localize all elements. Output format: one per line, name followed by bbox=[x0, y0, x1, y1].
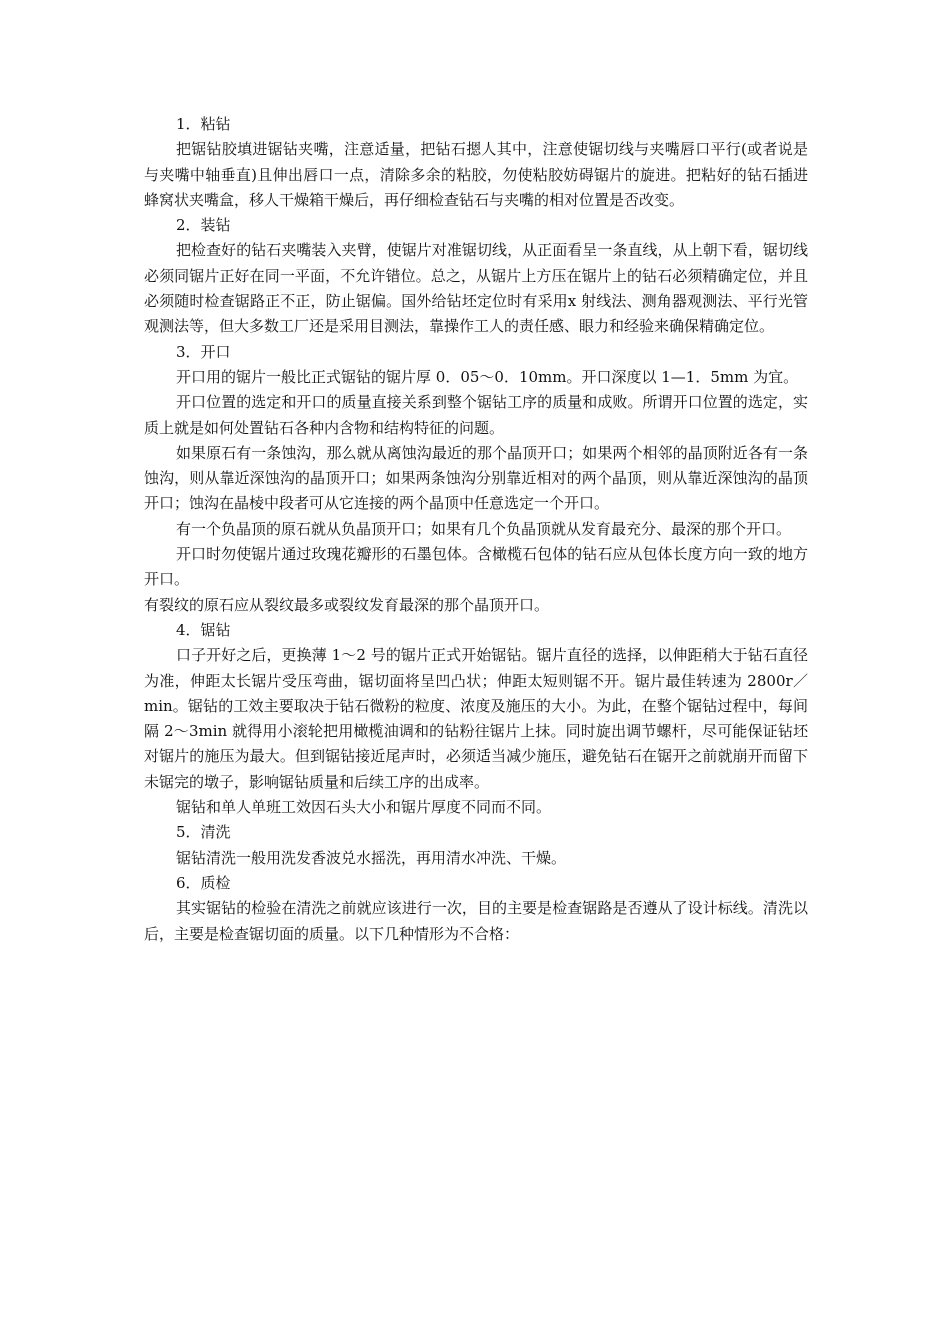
section-heading: 6．质检 bbox=[176, 873, 231, 892]
paragraph: 锯钻和单人单班工效因石头大小和锯片厚度不同而不同。 bbox=[176, 798, 552, 817]
paragraph: 如果原石有一条蚀沟，那么就从离蚀沟最近的那个晶顶开口；如果两个相邻的晶顶附近各有一条蚀沟，则从靠近深蚀沟的晶顶开口；如果两条蚀沟分别靠近相对的两个晶顶，则从靠近深蚀沟的晶顶开口；蚀沟在晶棱中段者可从它连接的两个晶顶中任意选定一个开口。 bbox=[144, 443, 808, 513]
paragraph: 开口位置的选定和开口的质量直接关系到整个锯钻工序的质量和成败。所谓开口位置的选定，实质上就是如何处置钻石各种内含物和结构特征的问题。 bbox=[144, 393, 808, 437]
paragraph: 把锯钻胶填进锯钻夹嘴，注意适量，把钻石摁人其中，注意使锯切线与夹嘴唇口平行(或者说是与夹嘴中轴垂直)且伸出唇口一点，清除多余的粘胶，勿使粘胶妨碍锯片的旋进。把粘好的钻石插进蜂窝状夹嘴盒，移人干燥箱干燥后，再仔细检查钻石与夹嘴的相对位置是否改变。 bbox=[144, 140, 808, 209]
section-heading: 4．锯钻 bbox=[176, 620, 231, 639]
paragraph: 把检查好的钻石夹嘴装入夹臂，使锯片对准锯切线，从正面看呈一条直线，从上朝下看，锯切线必须同锯片正好在同一平面，不允许错位。总之，从锯片上方压在锯片上的钻石必须精确定位，并且必须随时检查锯路正不正，防止锯偏。国外给钻坯定位时有采用x 射线法、测角器观测法、平行光管观测法等，但大多数工厂还是采用目测法，靠操作工人的责任感、眼力和经验来确保精确定位。 bbox=[144, 241, 808, 336]
section-heading: 2．装钻 bbox=[176, 216, 231, 235]
section-heading: 3．开口 bbox=[176, 342, 231, 361]
document-body bbox=[144, 112, 808, 947]
paragraph: 有一个负晶顶的原石就从负晶顶开口；如果有几个负晶顶就从发育最充分、最深的那个开口。 bbox=[176, 519, 792, 538]
paragraph: 锯钻清洗一般用洗发香波兑水摇洗，再用清水冲洗、干燥。 bbox=[176, 848, 567, 867]
paragraph-unindented: 有裂纹的原石应从裂纹最多或裂纹发育最深的那个晶顶开口。 bbox=[144, 595, 550, 614]
section-heading: 5．清洗 bbox=[176, 823, 231, 842]
paragraph: 口子开好之后，更换薄 1～2 号的锯片正式开始锯钻。锯片直径的选择，以伸距稍大于钻石直径为准，伸距太长锯片受压弯曲，锯切面将呈凹凸状；伸距太短则锯不开。锯片最佳转速为 2800r／min。锯钻的工效主要取决于钻石微粉的粒度、浓度及施压的大小。为此，在整个锯钻过程中，每间隔 2～3min 就得用小滚轮把用橄榄油调和的钻粉往锯片上抹。同时旋出调节螺杆，尽可能保证钻坯对锯片的施压为最大。但到锯钻接近尾声时，必须适当减少施压，避免钻石在锯开之前就崩开而留下未锯完的墩子，影响锯钻质量和后续工序的出成率。 bbox=[144, 646, 808, 791]
section-heading: 1．粘钻 bbox=[176, 115, 231, 133]
paragraph: 其实锯钻的检验在清洗之前就应该进行一次，目的主要是检查锯路是否遵从了设计标线。清洗以后，主要是检查锯切面的质量。以下几种情形为不合格： bbox=[144, 899, 808, 943]
paragraph: 开口用的锯片一般比正式锯钻的锯片厚 0．05～0．10mm。开口深度以 1—1．5mm 为宜。 bbox=[176, 367, 799, 386]
paragraph: 开口时勿使锯片通过玫瑰花瓣形的石墨包体。含橄榄石包体的钻石应从包体长度方向一致的地方开口。 bbox=[144, 545, 808, 589]
